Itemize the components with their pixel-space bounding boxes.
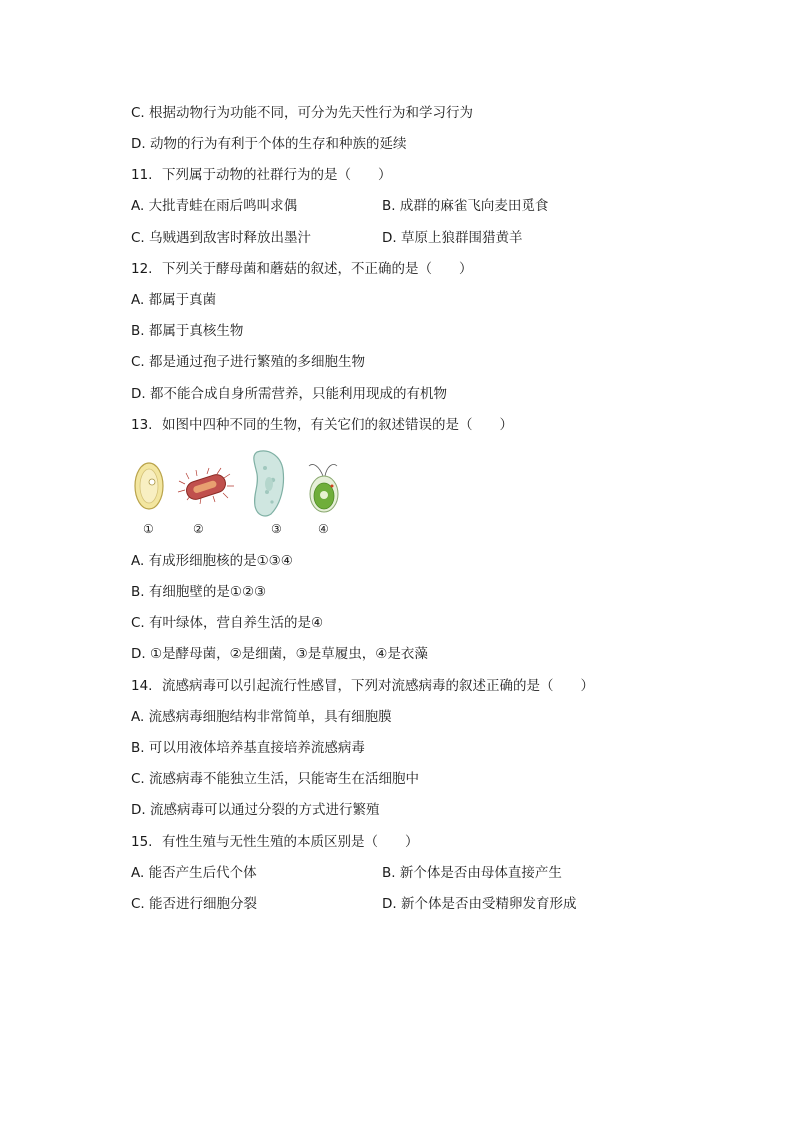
figure-label-4: ④ bbox=[318, 522, 329, 536]
q10-option-c: C. 根据动物行为功能不同，可分为先天性行为和学习行为 bbox=[131, 105, 474, 121]
q12-option-c: C. 都是通过孢子进行繁殖的多细胞生物 bbox=[131, 354, 366, 370]
q11-option-b: B. 成群的麻雀飞向麦田觅食 bbox=[382, 198, 549, 214]
q15-option-c: C. 能否进行细胞分裂 bbox=[131, 896, 258, 912]
q13-option-c: C. 有叶绿体，营自养生活的是④ bbox=[131, 615, 324, 631]
q14-option-c: C. 流感病毒不能独立生活，只能寄生在活细胞中 bbox=[131, 771, 420, 787]
organisms-illustration bbox=[127, 446, 347, 518]
yeast-cell-icon bbox=[135, 463, 163, 509]
paramecium-icon bbox=[254, 451, 284, 516]
organisms-figure bbox=[127, 446, 347, 538]
q12-option-a: A. 都属于真菌 bbox=[131, 292, 217, 308]
question-15 bbox=[131, 833, 419, 851]
figure-label-1: ① bbox=[143, 522, 154, 536]
q10-option-d: D. 动物的行为有利于个体的生存和种族的延续 bbox=[131, 136, 407, 152]
question-number: 13. bbox=[131, 417, 153, 433]
question-12 bbox=[131, 260, 473, 278]
question-13 bbox=[131, 416, 513, 434]
question-text: 如图中四种不同的生物，有关它们的叙述错误的是（ ） bbox=[162, 417, 513, 433]
question-number: 15. bbox=[131, 834, 153, 850]
q11-option-d: D. 草原上狼群围猎黄羊 bbox=[382, 230, 523, 246]
q15-option-a: A. 能否产生后代个体 bbox=[131, 865, 257, 881]
q11-option-c: C. 乌贼遇到敌害时释放出墨汁 bbox=[131, 230, 312, 246]
question-text: 下列关于酵母菌和蘑菇的叙述，不正确的是（ ） bbox=[162, 261, 473, 277]
q14-option-a: A. 流感病毒细胞结构非常简单，具有细胞膜 bbox=[131, 709, 392, 725]
question-text: 流感病毒可以引起流行性感冒，下列对流感病毒的叙述正确的是（ ） bbox=[162, 678, 594, 694]
question-text: 下列属于动物的社群行为的是（ ） bbox=[162, 167, 392, 183]
q15-option-b: B. 新个体是否由母体直接产生 bbox=[382, 865, 562, 881]
bacterium-icon bbox=[178, 468, 234, 504]
q14-option-d: D. 流感病毒可以通过分裂的方式进行繁殖 bbox=[131, 802, 380, 818]
chlamydomonas-icon bbox=[309, 464, 338, 512]
q12-option-d: D. 都不能合成自身所需营养，只能利用现成的有机物 bbox=[131, 386, 447, 402]
q15-option-d: D. 新个体是否由受精卵发育形成 bbox=[382, 896, 577, 912]
question-number: 11. bbox=[131, 167, 153, 183]
q13-option-b: B. 有细胞壁的是①②③ bbox=[131, 584, 267, 600]
question-14 bbox=[131, 677, 594, 695]
q12-option-b: B. 都属于真核生物 bbox=[131, 323, 244, 339]
question-number: 12. bbox=[131, 261, 153, 277]
question-number: 14. bbox=[131, 678, 153, 694]
q13-option-a: A. 有成形细胞核的是①③④ bbox=[131, 553, 293, 569]
question-11 bbox=[131, 166, 392, 184]
figure-label-3: ③ bbox=[271, 522, 282, 536]
q14-option-b: B. 可以用液体培养基直接培养流感病毒 bbox=[131, 740, 365, 756]
q13-option-d: D. ①是酵母菌，②是细菌，③是草履虫，④是衣藻 bbox=[131, 646, 428, 662]
figure-label-2: ② bbox=[193, 522, 204, 536]
q11-option-a: A. 大批青蛙在雨后鸣叫求偶 bbox=[131, 198, 298, 214]
question-text: 有性生殖与无性生殖的本质区别是（ ） bbox=[162, 834, 419, 850]
